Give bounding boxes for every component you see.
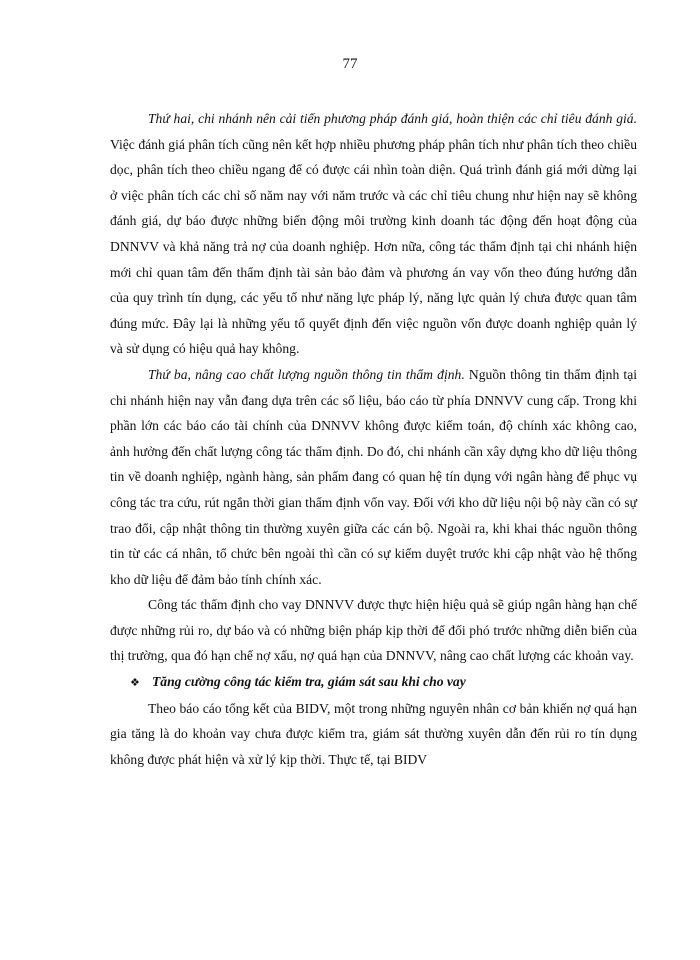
paragraph-text: Theo báo cáo tổng kết của BIDV, một trong những nguyên nhân cơ bản khiến nợ quá hạn gia tăng là do khoản vay chưa được kiểm tra, giám sát thường xuyên dẫn đến rủi ro tín dụng không được phát hiện và xử lý kịp thời. Thực tế, tại BIDV	[110, 700, 637, 767]
section-heading-text: Tăng cường công tác kiểm tra, giám sát sau khi cho vay	[152, 674, 466, 690]
paragraph-bidv-report	[110, 696, 637, 773]
paragraph-information-quality	[110, 362, 637, 592]
diamond-bullet-icon: ❖	[130, 676, 140, 690]
paragraph-text: Công tác thẩm định cho vay DNNVV được thực hiện hiệu quả sẽ giúp ngân hàng hạn chế được những rủi ro, dự báo và có những biện pháp kịp thời để đối phó trước những diễn biến của thị trường, qua đó hạn chế nợ xấu, nợ quá hạn của DNNVV, nâng cao chất lượng các khoản vay.	[110, 597, 637, 664]
paragraph-lead-italic: Thứ ba, nâng cao chất lượng nguồn thông tin thẩm định.	[148, 366, 465, 382]
paragraph-appraisal-benefits	[110, 592, 637, 669]
paragraph-improve-evaluation	[110, 106, 637, 362]
paragraph-text: Việc đánh giá phân tích cũng nên kết hợp nhiều phương pháp phân tích như phân tích theo chiều dọc, phân tích theo chiều ngang để có được cái nhìn toàn diện. Quá trình đánh giá mới dừng lại ở việc phân tích các chỉ số năm nay với năm trước và các chỉ tiêu chung như hiện nay sẽ không đánh giá, dự báo được những biến động môi trường kinh doanh tác động đến hoạt động của DNNVV và khả năng trả nợ của doanh nghiệp. Hơn nữa, công tác thẩm định tại chi nhánh hiện mới chỉ quan tâm đến thẩm định tài sản bảo đảm và phương án vay vốn theo đúng hướng dẫn của quy trình tín dụng, các yếu tố như năng lực pháp lý, năng lực quản lý chưa được quan tâm đúng mức. Đây lại là những yếu tố quyết định đến việc nguồn vốn được doanh nghiệp quản lý và sử dụng có hiệu quả hay không.	[110, 136, 637, 357]
body-text	[110, 106, 637, 772]
section-heading	[110, 669, 637, 696]
paragraph-text: Nguồn thông tin thẩm định tại chi nhánh hiện nay vẫn đang dựa trên các số liệu, báo cáo từ phía DNNVV cung cấp. Trong khi phần lớn các báo cáo tài chính của DNNVV không được kiểm toán, độ chính xác không cao, ảnh hưởng đến chất lượng công tác thẩm định. Do đó, chi nhánh cần xây dựng kho dữ liệu thông tin về doanh nghiệp, ngành hàng, sản phẩm đang có quan hệ tín dụng với ngân hàng để phục vụ công tác tra cứu, rút ngắn thời gian thẩm định vốn vay. Đối với kho dữ liệu nội bộ này cần có sự trao đổi, cập nhật thông tin thường xuyên giữa các cán bộ. Ngoài ra, khi khai thác nguồn thông tin từ các cá nhân, tổ chức bên ngoài thì cần có sự kiểm duyệt trước khi cập nhật vào hệ thống kho dữ liệu để đảm bảo tính chính xác.	[110, 366, 638, 587]
page-number: 77	[342, 56, 358, 72]
paragraph-lead-italic: Thứ hai, chi nhánh nên cải tiến phương pháp đánh giá, hoàn thiện các chỉ tiêu đánh giá.	[148, 111, 637, 126]
